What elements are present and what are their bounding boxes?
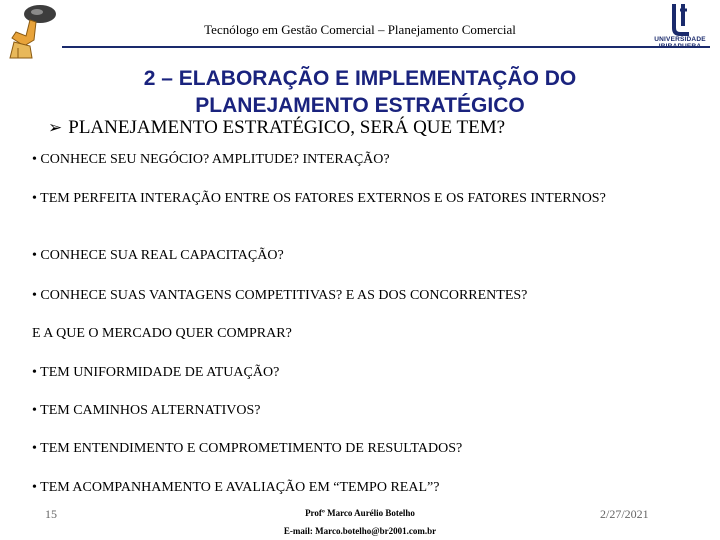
page-number: 15	[45, 507, 57, 521]
bullet-item: • TEM PERFEITA INTERAÇÃO ENTRE OS FATORES EXTERNOS E OS FATORES INTERNOS?	[32, 191, 606, 206]
university-name-line2: IBIRAPUERA	[658, 43, 702, 50]
university-logo	[648, 2, 712, 58]
slide-subtitle	[48, 117, 505, 139]
author-email: E-mail: Marco.botelho@br2001.com.br	[283, 526, 437, 536]
bullet-item: • TEM ACOMPANHAMENTO E AVALIAÇÃO EM “TEMPO REAL”?	[32, 480, 440, 495]
university-name-line1: UNIVERSIDADE	[654, 36, 706, 43]
university-emblem-icon	[665, 2, 695, 36]
arrow-bullet-icon: ➢	[48, 118, 63, 138]
bullet-item: • TEM CAMINHOS ALTERNATIVOS?	[32, 403, 261, 418]
bullet-item: E A QUE O MERCADO QUER COMPRAR?	[32, 326, 292, 341]
header-divider	[62, 46, 710, 48]
bullet-item: • CONHECE SUAS VANTAGENS COMPETITIVAS? E AS DOS CONCORRENTES?	[32, 288, 528, 303]
author-name: Profº Marco Aurélio Botelho	[305, 508, 415, 518]
bullet-item: • TEM UNIFORMIDADE DE ATUAÇÃO?	[32, 365, 280, 380]
slide-title: 2 – ELABORAÇÃO E IMPLEMENTAÇÃO DO PLANEJAMENTO ESTRATÉGICO	[143, 67, 577, 117]
bullet-item: • TEM ENTENDIMENTO E COMPROMETIMENTO DE RESULTADOS?	[32, 441, 463, 456]
footer-author	[250, 504, 470, 540]
bullet-item: • CONHECE SEU NEGÓCIO? AMPLITUDE? INTERAÇÃO?	[32, 152, 390, 167]
bullet-item: • CONHECE SUA REAL CAPACITAÇÃO?	[32, 248, 284, 263]
slide-date: 2/27/2021	[600, 507, 649, 521]
subtitle-text: PLANEJAMENTO ESTRATÉGICO, SERÁ QUE TEM?	[68, 117, 506, 138]
course-header: Tecnólogo em Gestão Comercial – Planejamento Comercial	[204, 22, 516, 37]
